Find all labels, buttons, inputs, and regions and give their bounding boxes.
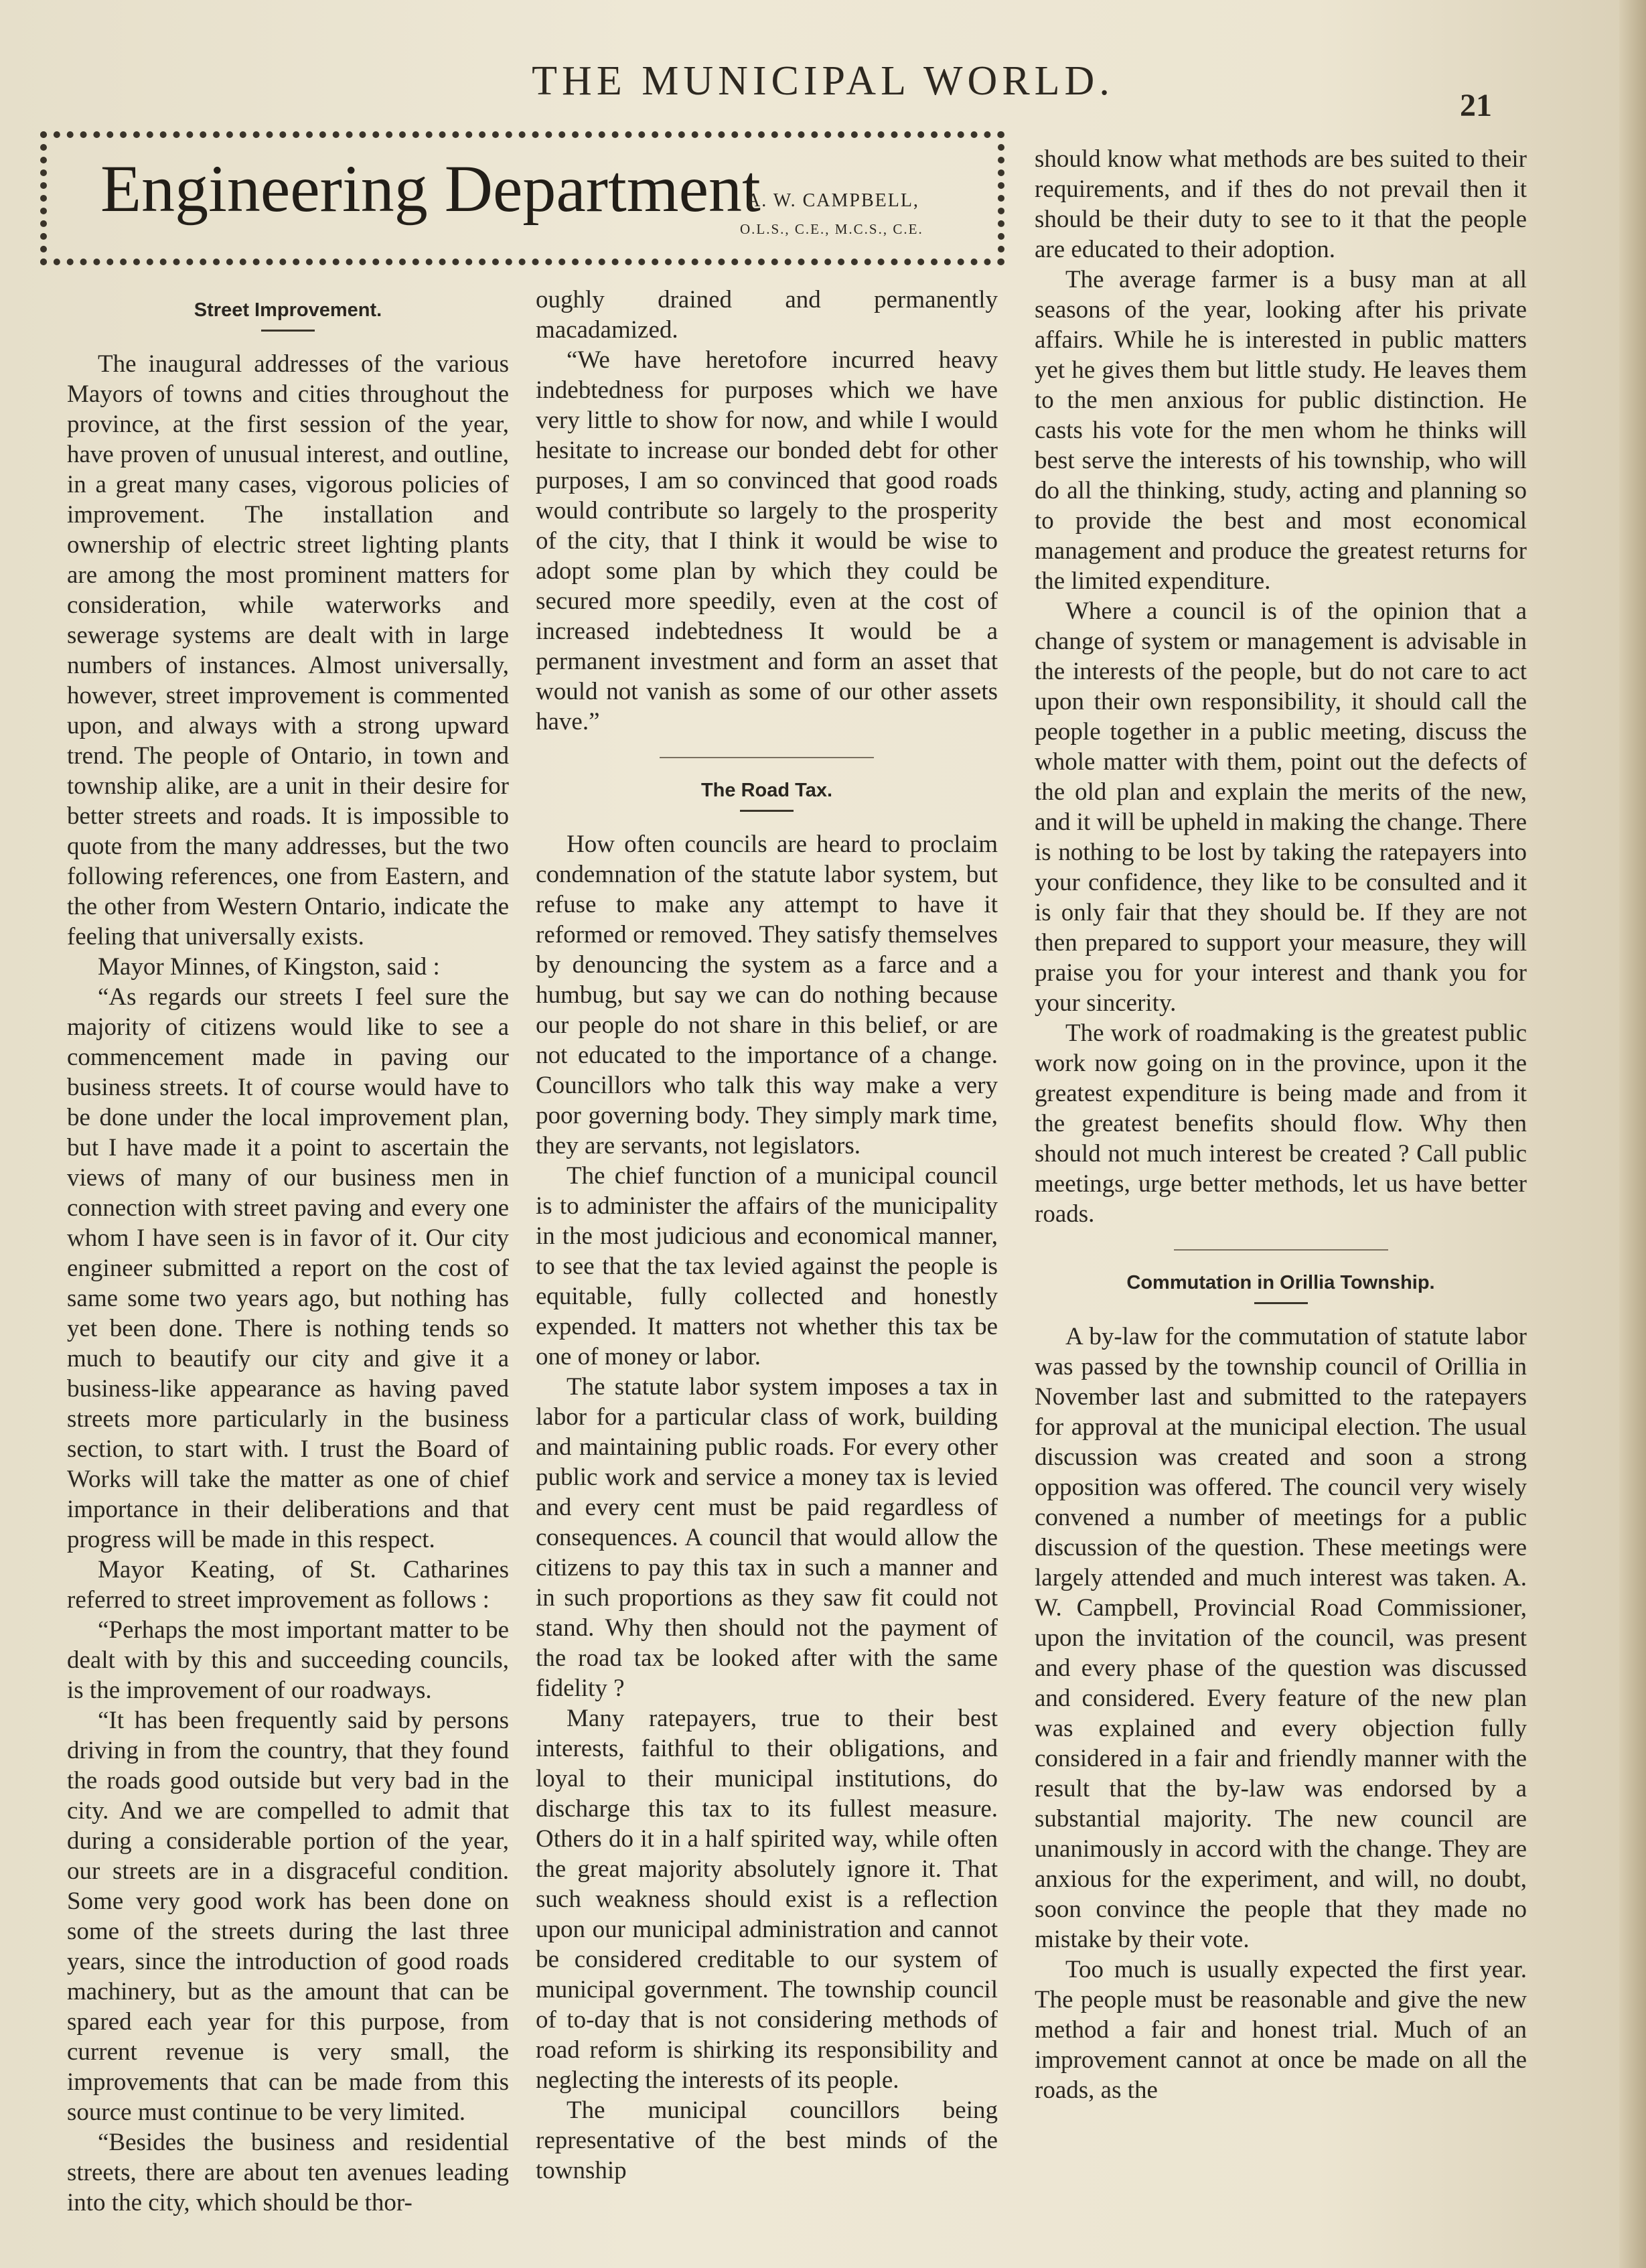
section-rule — [660, 757, 874, 758]
paragraph: “As regards our streets I feel sure the majority of citizens would like to see a commencement made in paving our business streets. It of course would have to be done under the local improvement plan, but I have made it a point to ascertain the views of many of our business men in connection with street paving and every one whom I have seen is in favor of it. Our city engineer submitted a report on the cost of same some two years ago, but nothing has yet been done. There is nothing tends so much to beautify our city and give it a business-like appearance as having paved streets more particularly in the business section, to start with. I trust the Board of Works will take the matter as one of chief importance in their deliberations and that progress will be made in this respect. — [67, 983, 509, 1553]
column-3 — [1035, 144, 1527, 2105]
heading-dash — [1254, 1302, 1308, 1304]
paragraph: Where a council is of the opinion that a change of system or management is advisable in the interests of the people, but do not care to act upon their own responsibility, it should call the people together in a public meeting, discuss the whole matter with them, point out the defects of the old plan and explain the merits of the new, and it will be upheld in making the change. There is nothing to be lost by taking the ratepayers into your confidence, they like to be consulted and it is only fair that they should be. If they are not then prepared to support your measure, they will praise you for your interest and thank you for your sincerity. — [1035, 597, 1527, 1017]
paragraph: “Besides the business and residential streets, there are about ten avenues leading into the city, which should be thor- — [67, 2129, 509, 2216]
paragraph: “It has been frequently said by persons driving in from the country, that they found the roads good outside but very bad in the city. And we are compelled to admit that during a considerable portion of the year, our streets are in a disgraceful condition. Some very good work has been done on some of the streets during the last three years, since the introduction of good roads machinery, but as the amount that can be spared each year for this purpose, from current revenue is very small, the improvements that can be made from this source must continue to be very limited. — [67, 1707, 509, 2126]
paragraph: should know what methods are bes suited to their requirements, and if thes do not prevail then it should be their duty to see to it that the people are educated to their adoption. — [1035, 145, 1527, 263]
column-2 — [536, 285, 998, 2186]
paragraph: A by-law for the commutation of statute labor was passed by the township council of Orillia in November last and submitted to the ratepayers for approval at the municipal election. The usual discussion was created and soon a strong opposition was offered. The council very wisely convened a number of meetings for a public discussion of the question. These meetings were largely attended and much interest was taken. A. W. Campbell, Provincial Road Commissioner, upon the invitation of the council, was present and every phase of the question was discussed and considered. Every feature of the new plan was explained and every objection fully considered in a fair and friendly manner with the result that the by-law was endorsed by a substantial majority. The new council are unanimously in accord with the change. They are anxious for the experiment, and will, no doubt, soon convince the people that they made no mistake by their vote. — [1035, 1323, 1527, 1953]
heading-dash — [261, 330, 315, 332]
department-credentials: O.L.S., C.E., M.C.S., C.E. — [740, 221, 923, 237]
section-heading-road-tax: The Road Tax. — [700, 780, 833, 801]
paragraph: “We have heretofore incurred heavy indebtedness for purposes which we have very little to show for now, and while I would hesitate to increase our bonded debt for other purposes, I am so convinced that good roads would contribute so largely to the prosperity of the city, that I think it would be wise to adopt some plan by which they could be secured more speedily, even at the cost of increased indebtedness It would be a permanent investment and form an asset that would not vanish as some of our other assets have.” — [536, 346, 998, 735]
paragraph: The average farmer is a busy man at all seasons of the year, looking after his private affairs. While he is interested in public matters yet he gives them but little study. He leaves them to the men anxious for public distinction. He casts his vote for the men whom he thinks will best serve the interests of his township, who will do all the thinking, study, acting and planning so to provide the best and most economical management and produce the greatest returns for the limited expenditure. — [1035, 266, 1527, 595]
paragraph: Mayor Minnes, of Kingston, said : — [98, 953, 440, 981]
department-banner — [40, 131, 1004, 265]
heading-dash — [740, 810, 794, 812]
paragraph: The statute labor system imposes a tax in labor for a particular class of work, building and maintaining public roads. For every other public work and service a money tax is levied and every cent must be paid regardless of consequences. A council that would allow the citizens to pay this tax in such a manner and in such proportions as they saw fit could not stand. Why then should not the payment of the road tax be looked after with the same fidelity ? — [536, 1373, 998, 1702]
department-author: A. W. CAMPBELL, — [747, 190, 919, 211]
binding-edge — [1619, 0, 1646, 2268]
paragraph: How often councils are heard to proclaim condemnation of the statute labor system, but refuse to make any attempt to have it reformed or removed. They satisfy themselves by denouncing the system as a farce and a humbug, but say we can do nothing because our people do not share in this belief, or are not educated to the importance of a change. Councillors who talk this way make a very poor governing body. They simply mark time, they are servants, not legislators. — [536, 831, 998, 1159]
paragraph: The work of roadmaking is the greatest public work now going on in the province, upon it the greatest expenditure is being made and from it the greatest benefits should flow. Why then should not much interest be created ? Call public meetings, urge better methods, let us have better roads. — [1035, 1019, 1527, 1228]
paragraph: Too much is usually expected the first year. The people must be reasonable and give the new method a fair and honest trial. Much of an improvement cannot at once be made on all the roads, as the — [1035, 1956, 1527, 2104]
paragraph: Many ratepayers, true to their best interests, faithful to their obligations, and loyal to their municipal institutions, do discharge this tax to its fullest measure. Others do it in a half spirited way, while often the great majority absolutely ignore it. That such weakness should exist is a reflection upon our municipal administration and cannot be considered creditable to our system of municipal government. The township council of to-day that is not considering methods of road reform is shirking its responsibility and neglecting the interests of its people. — [536, 1705, 998, 2094]
section-rule — [1174, 1249, 1388, 1251]
section-heading-commutation: Commutation in Orillia Township. — [1126, 1272, 1435, 1293]
department-title: Engineering Department — [100, 151, 761, 226]
running-title: THE MUNICIPAL WORLD. — [532, 58, 1114, 104]
paragraph: The inaugural addresses of the various Mayors of towns and cities throughout the province, at the first session of the year, have proven of unusual interest, and outline, in a great many cases, vigorous policies of improvement. The installation and ownership of electric street lighting plants are among the most prominent matters for consideration, while waterworks and sewerage systems are dealt with in large numbers of instances. Almost universally, however, street improvement is commented upon, and always with a strong upward trend. The people of Ontario, in town and township alike, are a unit in their desire for better streets and roads. It is impossible to quote from the many addresses, but the two following references, one from Eastern, and the other from Western Ontario, indicate the feeling that universally exists. — [67, 350, 509, 950]
column-1 — [67, 285, 509, 2218]
paragraph: The chief function of a municipal council is to administer the affairs of the municipality in the most judicious and economical manner, to see that the tax levied against the people is equitable, fully collected and honestly expended. It matters not whether this tax be one of money or labor. — [536, 1162, 998, 1370]
page-number: 21 — [1460, 88, 1492, 123]
section-heading-street-improvement: Street Improvement. — [194, 299, 382, 321]
paragraph: Mayor Keating, of St. Catharines referred to street improvement as follows : — [67, 1556, 509, 1614]
paragraph: The municipal councillors being representative of the best minds of the township — [536, 2097, 998, 2184]
paragraph: oughly drained and permanently macadamized. — [536, 286, 998, 344]
paragraph: “Perhaps the most important matter to be dealt with by this and succeeding councils, is the improvement of our roadways. — [67, 1616, 509, 1704]
